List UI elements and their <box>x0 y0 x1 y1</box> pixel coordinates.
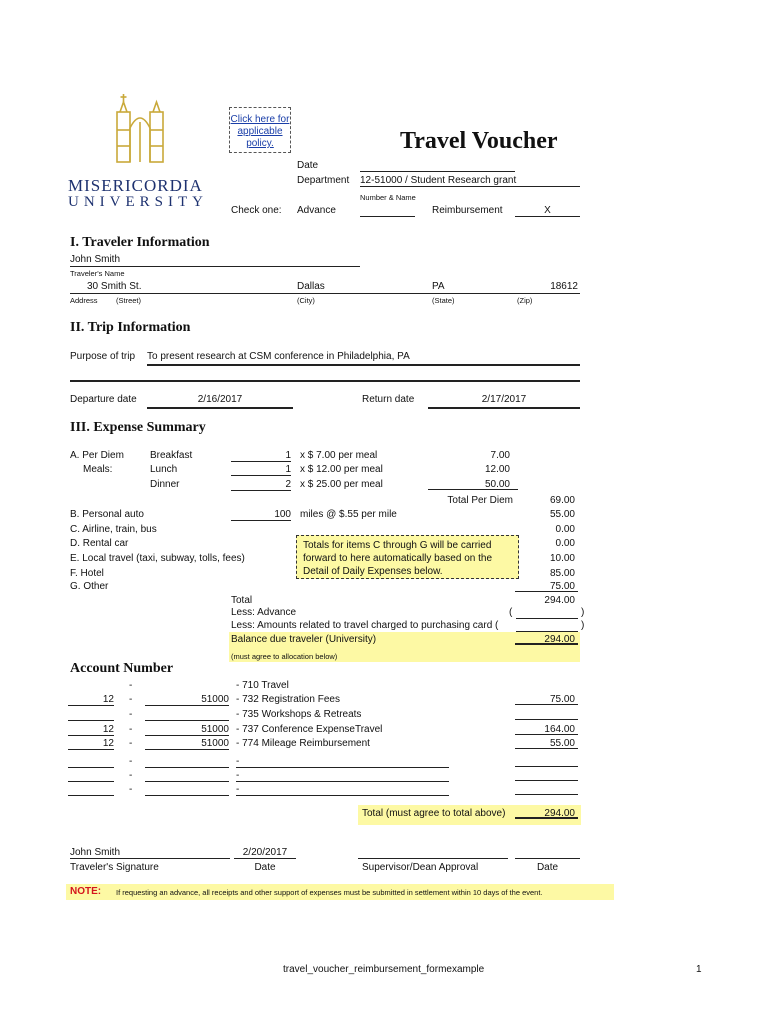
university-logo <box>60 90 230 215</box>
total-label: Total <box>231 595 253 606</box>
meal-name: Breakfast <box>150 450 193 461</box>
account-code-label: - <box>236 784 449 796</box>
fund-field[interactable] <box>68 709 114 721</box>
carry-forward-note <box>296 535 519 579</box>
meal-name: Lunch <box>150 464 178 475</box>
auto-rate: miles @ $.55 per mile <box>300 509 397 520</box>
purpose-label: Purpose of trip <box>70 351 136 362</box>
account-amount-field[interactable] <box>515 756 578 767</box>
account-amount-field[interactable] <box>515 770 578 781</box>
footer-filename: travel_voucher_reimbursement_formexample <box>283 964 485 975</box>
dept-field[interactable] <box>145 756 229 768</box>
address-label: Address <box>70 296 98 305</box>
separator-dash: - <box>129 770 133 781</box>
balance-value: 294.00 <box>515 634 578 645</box>
less-advance-label: Less: Advance <box>231 607 297 618</box>
note-label: NOTE: <box>70 886 102 897</box>
department-field[interactable]: 12-51000 / Student Research grant <box>360 175 580 187</box>
auto-amount: 55.00 <box>549 509 575 520</box>
fund-field[interactable] <box>68 784 114 796</box>
less-card-label: Less: Amounts related to travel charged to purchasing card ( <box>231 620 499 631</box>
traveler-signature-field[interactable]: John Smith <box>70 847 230 859</box>
dept-field[interactable] <box>145 784 229 796</box>
meal-amount: 50.00 <box>428 479 518 490</box>
total-value: 294.00 <box>544 595 575 606</box>
hotel-label: F. Hotel <box>70 568 104 579</box>
dept-field[interactable] <box>145 680 229 691</box>
must-agree-note: (must agree to allocation below) <box>231 652 338 661</box>
per-diem-label: A. Per Diem <box>70 450 124 461</box>
meal-name: Dinner <box>150 479 180 490</box>
account-amount-field[interactable]: 75.00 <box>515 694 578 705</box>
meals-label: Meals: <box>83 464 113 475</box>
city-field[interactable]: Dallas <box>297 281 325 292</box>
rental-amount: 0.00 <box>555 538 575 549</box>
note-text: If requesting an advance, all receipts and other support of expenses must be submitted in settlement within 10 days of the event. <box>116 888 543 897</box>
state-field[interactable]: PA <box>432 281 445 292</box>
account-code-label: - <box>236 756 449 768</box>
account-code-label: - 735 Workshops & Retreats <box>236 709 362 720</box>
section-traveler-title: I. Traveler Information <box>70 235 210 250</box>
traveler-signature-label: Traveler's Signature <box>70 862 159 873</box>
account-total-label: Total (must agree to total above) <box>362 808 506 819</box>
traveler-name-field[interactable]: John Smith <box>70 254 360 267</box>
logo-line2: UNIVERSITY <box>68 194 208 210</box>
note-line: Detail of Daily Expenses below. <box>303 566 443 577</box>
less-advance-field[interactable] <box>516 607 578 619</box>
meal-qty[interactable]: 2 <box>231 479 291 491</box>
separator-dash: - <box>129 738 133 749</box>
dept-field[interactable]: 51000 <box>145 724 229 736</box>
other-label: G. Other <box>70 581 109 592</box>
policy-link-box[interactable] <box>229 107 291 153</box>
policy-link-line1[interactable]: Click here for <box>230 114 290 125</box>
account-amount-field[interactable]: 164.00 <box>515 724 578 735</box>
date-field[interactable] <box>360 160 515 172</box>
section-account-title: Account Number <box>70 661 174 676</box>
local-amount: 10.00 <box>549 553 575 564</box>
check-one-label: Check one: <box>231 205 282 216</box>
meal-amount: 7.00 <box>490 450 510 461</box>
section-trip-title: II. Trip Information <box>70 320 191 335</box>
account-amount-field[interactable] <box>515 784 578 795</box>
dept-field[interactable] <box>145 770 229 782</box>
separator-dash: - <box>129 709 133 720</box>
dept-field[interactable]: 51000 <box>145 694 229 706</box>
page-title: Travel Voucher <box>400 128 558 154</box>
street-label: (Street) <box>116 296 142 305</box>
date-label: Date <box>297 160 319 171</box>
advance-checkbox[interactable] <box>360 205 415 217</box>
hotel-amount: 85.00 <box>549 568 575 579</box>
account-code-label: - 737 Conference ExpenseTravel <box>236 724 383 735</box>
account-total-value: 294.00 <box>515 808 578 819</box>
fund-field[interactable]: 12 <box>68 694 114 706</box>
zip-label: (Zip) <box>517 296 533 305</box>
note-line: Totals for items C through G will be carried <box>303 540 492 551</box>
zip-field[interactable]: 18612 <box>550 281 578 292</box>
policy-link-line2[interactable]: applicable <box>237 126 283 137</box>
note-line: forward to here automatically based on the <box>303 553 492 564</box>
auto-label: B. Personal auto <box>70 509 144 520</box>
account-code-label: - 774 Mileage Reimbursement <box>236 738 370 749</box>
section-expense-title: III. Expense Summary <box>70 420 206 435</box>
separator-dash: - <box>129 724 133 735</box>
less-advance-paren-close: ) <box>581 607 585 618</box>
signature-date-label: Date <box>254 862 276 873</box>
dept-field[interactable]: 51000 <box>145 738 229 750</box>
purpose-field-line2[interactable] <box>70 368 580 382</box>
separator-dash: - <box>129 756 133 767</box>
approval-date-label: Date <box>536 862 559 873</box>
airline-amount: 0.00 <box>555 524 575 535</box>
fund-field[interactable] <box>68 680 114 691</box>
city-label: (City) <box>297 296 315 305</box>
reimbursement-checkbox[interactable]: X <box>515 205 580 217</box>
fund-field[interactable] <box>68 756 114 768</box>
separator-dash: - <box>129 680 133 691</box>
auto-miles-field[interactable]: 100 <box>231 509 291 521</box>
policy-link-line3[interactable]: policy. <box>246 138 274 149</box>
local-label: E. Local travel (taxi, subway, tolls, fees) <box>70 553 245 564</box>
account-amount-field[interactable] <box>515 709 578 720</box>
street-field[interactable]: 30 Smith St. <box>87 281 142 292</box>
account-code-label: - 732 Registration Fees <box>236 694 340 705</box>
approval-date-field[interactable] <box>515 847 580 859</box>
fund-field[interactable]: 12 <box>68 724 114 736</box>
meal-rate: x $ 7.00 per meal <box>300 450 378 461</box>
logo-crest-icon <box>60 90 230 170</box>
department-label: Department <box>297 175 350 186</box>
departure-field[interactable]: 2/16/2017 <box>147 394 293 409</box>
meal-qty[interactable]: 1 <box>231 464 291 476</box>
number-name-label: Number & Name <box>360 193 416 202</box>
dept-field[interactable] <box>145 709 229 721</box>
approval-label: Supervisor/Dean Approval <box>362 862 479 873</box>
signature-date-field[interactable]: 2/20/2017 <box>234 847 296 859</box>
account-amount-field[interactable] <box>515 680 578 691</box>
departure-label: Departure date <box>70 394 137 405</box>
footer-page-number: 1 <box>696 964 702 975</box>
total-per-diem-value: 69.00 <box>549 495 575 506</box>
balance-label: Balance due traveler (University) <box>231 634 377 645</box>
meal-qty[interactable]: 1 <box>231 450 291 462</box>
return-label: Return date <box>362 394 415 405</box>
return-field[interactable]: 2/17/2017 <box>428 394 580 409</box>
account-code-label: - 710 Travel <box>236 680 289 691</box>
meal-rate: x $ 25.00 per meal <box>300 479 383 490</box>
advance-label: Advance <box>297 205 336 216</box>
less-card-paren-close: ) <box>581 620 585 631</box>
less-card-field[interactable] <box>516 620 578 632</box>
meal-rate: x $ 12.00 per meal <box>300 464 383 475</box>
account-amount-field[interactable]: 55.00 <box>515 738 578 749</box>
less-advance-paren-open: ( <box>509 607 513 618</box>
fund-field[interactable]: 12 <box>68 738 114 750</box>
separator-dash: - <box>129 694 133 705</box>
approval-signature-field[interactable] <box>358 847 508 859</box>
airline-label: C. Airline, train, bus <box>70 524 157 535</box>
total-per-diem-label: Total Per Diem <box>447 495 513 506</box>
state-label: (State) <box>432 296 455 305</box>
fund-field[interactable] <box>68 770 114 782</box>
traveler-name-label: Traveler's Name <box>70 269 125 278</box>
rental-label: D. Rental car <box>70 538 129 549</box>
logo-line1: MISERICORDIA <box>68 176 203 195</box>
separator-dash: - <box>129 784 133 795</box>
purpose-field[interactable]: To present research at CSM conference in Philadelphia, PA <box>147 351 580 366</box>
meal-amount: 12.00 <box>484 464 510 475</box>
account-code-label: - <box>236 770 449 782</box>
reimbursement-label: Reimbursement <box>432 205 503 216</box>
address-row-line <box>70 281 580 294</box>
other-amount: 75.00 <box>515 581 578 592</box>
